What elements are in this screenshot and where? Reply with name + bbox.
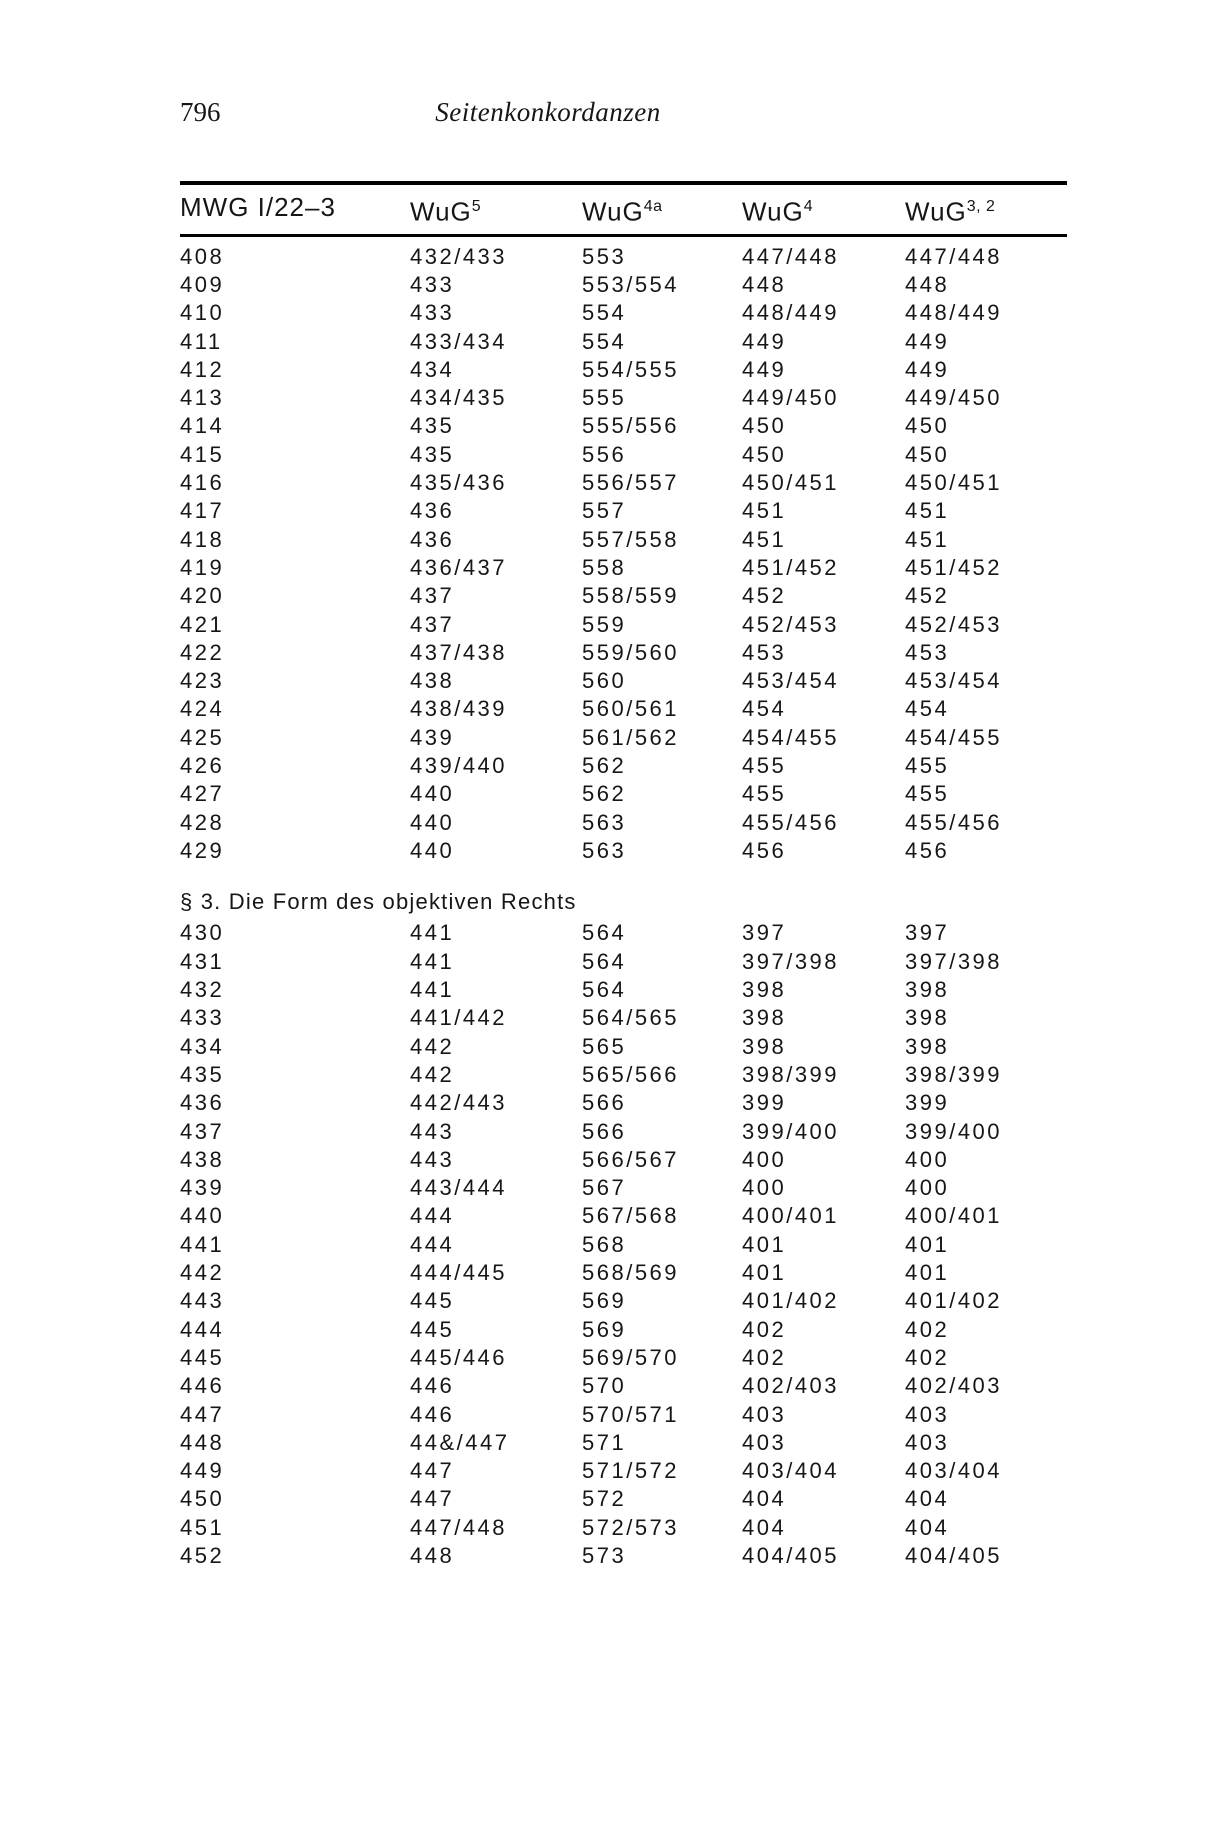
table-row bbox=[180, 1259, 1067, 1287]
table-cell: 559 bbox=[582, 611, 627, 637]
table-cell: 453/454 bbox=[905, 668, 1003, 694]
table-cell: 568 bbox=[582, 1231, 627, 1257]
table-cell: 424 bbox=[180, 696, 225, 722]
table-row bbox=[180, 497, 1067, 525]
table-cell: 423 bbox=[180, 668, 225, 694]
table-row bbox=[180, 412, 1067, 440]
table-cell: 437/438 bbox=[410, 639, 508, 665]
column-header-superscript: 5 bbox=[471, 198, 482, 215]
column-header-label: WuG bbox=[905, 196, 967, 227]
table-row bbox=[180, 1287, 1067, 1315]
running-title: Seitenkonkordanzen bbox=[435, 97, 661, 127]
table-row bbox=[180, 667, 1067, 695]
table-cell: 397/398 bbox=[742, 948, 840, 974]
table-cell: 562 bbox=[582, 781, 627, 807]
table-cell: 433 bbox=[180, 1005, 225, 1031]
table-cell: 450 bbox=[905, 441, 950, 467]
table-cell: 443/444 bbox=[410, 1175, 508, 1201]
table-cell: 455/456 bbox=[905, 809, 1003, 835]
table-cell: 444 bbox=[410, 1203, 455, 1229]
table-cell: 441 bbox=[410, 948, 455, 974]
table-cell: 443 bbox=[410, 1146, 455, 1172]
table-cell: 564/565 bbox=[582, 1005, 680, 1031]
table-cell: 440 bbox=[410, 781, 455, 807]
table-cell: 557 bbox=[582, 498, 627, 524]
table-cell: 399/400 bbox=[905, 1118, 1003, 1144]
table-row bbox=[180, 1231, 1067, 1259]
table-cell: 445 bbox=[410, 1316, 455, 1342]
table-cell: 553 bbox=[582, 243, 627, 269]
table-cell: 404/405 bbox=[742, 1543, 840, 1569]
table-cell: 438/439 bbox=[410, 696, 508, 722]
table-cell: 454 bbox=[742, 696, 787, 722]
table-cell: 447/448 bbox=[410, 1514, 508, 1540]
table-cell: 456 bbox=[905, 837, 950, 863]
table-cell: 452/453 bbox=[742, 611, 840, 637]
table-cell: 402 bbox=[742, 1316, 787, 1342]
table-cell: 415 bbox=[180, 441, 225, 467]
table-cell: 402 bbox=[905, 1344, 950, 1370]
table-header-row bbox=[180, 185, 1067, 234]
table-cell: 450/451 bbox=[742, 470, 840, 496]
table-cell: 401/402 bbox=[742, 1288, 840, 1314]
table-row bbox=[180, 1542, 1067, 1570]
table-row bbox=[180, 1033, 1067, 1061]
table-cell: 560 bbox=[582, 668, 627, 694]
table-cell: 437 bbox=[410, 583, 455, 609]
table-cell: 555 bbox=[582, 385, 627, 411]
table-cell: 437 bbox=[410, 611, 455, 637]
table-cell: 442/443 bbox=[410, 1090, 508, 1116]
table-cell: 453 bbox=[742, 639, 787, 665]
table-row bbox=[180, 976, 1067, 1004]
table-cell: 449 bbox=[905, 328, 950, 354]
table-cell: 450 bbox=[905, 413, 950, 439]
table-cell: 400/401 bbox=[905, 1203, 1003, 1229]
table-row bbox=[180, 919, 1067, 947]
table-cell: 399 bbox=[742, 1090, 787, 1116]
table-cell: 431 bbox=[180, 948, 225, 974]
table-cell: 455/456 bbox=[742, 809, 840, 835]
table-cell: 398 bbox=[742, 1005, 787, 1031]
table-cell: 404 bbox=[742, 1486, 787, 1512]
table-cell: 440 bbox=[180, 1203, 225, 1229]
table-cell: 434 bbox=[180, 1033, 225, 1059]
table-cell: 426 bbox=[180, 753, 225, 778]
table-cell: 413 bbox=[180, 385, 225, 411]
table-cell: 451 bbox=[905, 526, 950, 552]
table-cell: 452 bbox=[742, 583, 787, 609]
table-cell: 433 bbox=[410, 300, 455, 326]
table-cell: 408 bbox=[180, 243, 225, 269]
table-cell: 397 bbox=[905, 920, 950, 946]
table-row bbox=[180, 554, 1067, 582]
table-cell: 449/450 bbox=[742, 385, 840, 411]
table-cell: 560/561 bbox=[582, 696, 680, 722]
table-cell: 452/453 bbox=[905, 611, 1003, 637]
table-cell: 435 bbox=[410, 441, 455, 467]
page-number: 796 bbox=[180, 97, 221, 127]
table-cell: 453/454 bbox=[742, 668, 840, 694]
table-body bbox=[180, 237, 1067, 1571]
table-cell: 573 bbox=[582, 1543, 627, 1569]
table-cell: 447 bbox=[410, 1458, 455, 1484]
table-cell: 564 bbox=[582, 920, 627, 946]
table-cell: 564 bbox=[582, 948, 627, 974]
table-cell: 451 bbox=[180, 1514, 225, 1540]
table-cell: 419 bbox=[180, 554, 225, 580]
table-row bbox=[180, 441, 1067, 469]
table-cell: 403 bbox=[742, 1429, 787, 1455]
table-cell: 569 bbox=[582, 1288, 627, 1314]
running-head bbox=[180, 97, 1067, 133]
table-cell: 440 bbox=[410, 837, 455, 863]
table-cell: 397 bbox=[742, 920, 787, 946]
table-cell: 446 bbox=[180, 1373, 225, 1399]
table-cell: 435 bbox=[410, 413, 455, 439]
table-cell: 454/455 bbox=[905, 724, 1003, 750]
table-cell: 448 bbox=[410, 1543, 455, 1569]
table-cell: 450 bbox=[742, 441, 787, 467]
table-cell: 402/403 bbox=[905, 1373, 1003, 1399]
table-cell: 417 bbox=[180, 498, 225, 524]
table-cell: 448/449 bbox=[905, 300, 1003, 326]
table-cell: 432 bbox=[180, 977, 225, 1003]
table-cell: 452 bbox=[180, 1543, 225, 1569]
table-cell: 443 bbox=[180, 1288, 225, 1314]
table-cell: 403/404 bbox=[905, 1458, 1003, 1484]
table-cell: 441 bbox=[410, 977, 455, 1003]
table-cell: 411 bbox=[180, 328, 223, 354]
table-cell: 436 bbox=[180, 1090, 225, 1116]
table-row bbox=[180, 837, 1067, 865]
table-cell: 434 bbox=[410, 356, 455, 382]
table-cell: 410 bbox=[180, 300, 225, 326]
table-row bbox=[180, 1429, 1067, 1457]
table-cell: 566 bbox=[582, 1118, 627, 1144]
table-row bbox=[180, 582, 1067, 610]
table-row bbox=[180, 1146, 1067, 1174]
table-cell: 449 bbox=[742, 328, 787, 354]
table-cell: 401 bbox=[905, 1231, 950, 1257]
table-cell: 451 bbox=[905, 498, 950, 524]
table-cell: 435 bbox=[180, 1061, 225, 1087]
table-cell: 436 bbox=[410, 526, 455, 552]
table-row bbox=[180, 1344, 1067, 1372]
table-cell: 403 bbox=[905, 1401, 950, 1427]
table-cell: 455 bbox=[742, 753, 787, 778]
table-cell: 443 bbox=[410, 1118, 455, 1144]
table-cell: 418 bbox=[180, 526, 225, 552]
table-row bbox=[180, 1089, 1067, 1117]
table-cell: 561/562 bbox=[582, 724, 680, 750]
table-row bbox=[180, 1004, 1067, 1032]
table-cell: 450 bbox=[180, 1486, 225, 1512]
table-row bbox=[180, 469, 1067, 497]
table-cell: 436/437 bbox=[410, 554, 508, 580]
table-cell: 565 bbox=[582, 1033, 627, 1059]
table-cell: 568/569 bbox=[582, 1260, 680, 1286]
table-cell: 572/573 bbox=[582, 1514, 680, 1540]
table-cell: 447 bbox=[180, 1401, 225, 1427]
table-cell: 439/440 bbox=[410, 753, 508, 778]
table-cell: 442 bbox=[410, 1061, 455, 1087]
table-cell: 398 bbox=[905, 1033, 950, 1059]
table-cell: 432/433 bbox=[410, 243, 508, 269]
column-header-label: MWG I/22–3 bbox=[180, 192, 336, 222]
table-cell: 445 bbox=[410, 1288, 455, 1314]
table-cell: 554 bbox=[582, 328, 627, 354]
table-cell: 562 bbox=[582, 753, 627, 778]
table-row bbox=[180, 1401, 1067, 1429]
table-cell: 447 bbox=[410, 1486, 455, 1512]
column-header-superscript: 4 bbox=[803, 198, 814, 215]
column-header-label: WuG bbox=[582, 196, 644, 227]
table-row bbox=[180, 724, 1067, 752]
table-cell: 437 bbox=[180, 1118, 225, 1144]
table-cell: 401/402 bbox=[905, 1288, 1003, 1314]
table-cell: 572 bbox=[582, 1486, 627, 1512]
table-cell: 435/436 bbox=[410, 470, 508, 496]
table-cell: 563 bbox=[582, 809, 627, 835]
table-cell: 449/450 bbox=[905, 385, 1003, 411]
table-cell: 400/401 bbox=[742, 1203, 840, 1229]
table-row bbox=[180, 356, 1067, 384]
table-row bbox=[180, 809, 1067, 837]
table-cell: 433/434 bbox=[410, 328, 508, 354]
table-cell: 569/570 bbox=[582, 1344, 680, 1370]
table-cell: 422 bbox=[180, 639, 225, 665]
table-cell: 565/566 bbox=[582, 1061, 680, 1087]
table-cell: 401 bbox=[742, 1260, 787, 1286]
table-cell: 557/558 bbox=[582, 526, 680, 552]
table-cell: 451/452 bbox=[905, 554, 1003, 580]
table-cell: 401 bbox=[905, 1260, 950, 1286]
table-cell: 434/435 bbox=[410, 385, 508, 411]
table-cell: 404 bbox=[905, 1486, 950, 1512]
table-cell: 447/448 bbox=[905, 243, 1003, 269]
table-cell: 445 bbox=[180, 1344, 225, 1370]
table-cell: 436 bbox=[410, 498, 455, 524]
column-header-label: WuG bbox=[742, 196, 804, 227]
table-cell: 420 bbox=[180, 583, 225, 609]
table-cell: 398 bbox=[742, 1033, 787, 1059]
table-cell: 398 bbox=[905, 977, 950, 1003]
table-row bbox=[180, 243, 1067, 271]
table-row bbox=[180, 780, 1067, 808]
table-row bbox=[180, 1485, 1067, 1513]
table-cell: 400 bbox=[742, 1175, 787, 1201]
table-cell: 450/451 bbox=[905, 470, 1003, 496]
table-cell: 558 bbox=[582, 554, 627, 580]
table-cell: 398/399 bbox=[905, 1061, 1003, 1087]
table-cell: 445/446 bbox=[410, 1344, 508, 1370]
table-cell: 449 bbox=[905, 356, 950, 382]
table-cell: 400 bbox=[905, 1146, 950, 1172]
table-cell: 403/404 bbox=[742, 1458, 840, 1484]
table-cell: 450 bbox=[742, 413, 787, 439]
table-cell: 412 bbox=[180, 356, 225, 382]
table-row bbox=[180, 752, 1067, 780]
table-cell: 554 bbox=[582, 300, 627, 326]
table-cell: 416 bbox=[180, 470, 225, 496]
table-cell: 453 bbox=[905, 639, 950, 665]
table-cell: 440 bbox=[410, 809, 455, 835]
column-header-1 bbox=[410, 194, 582, 225]
table-cell: 402/403 bbox=[742, 1373, 840, 1399]
table-cell: 558/559 bbox=[582, 583, 680, 609]
table-cell: 564 bbox=[582, 977, 627, 1003]
table-cell: 566 bbox=[582, 1090, 627, 1116]
table-cell: 441 bbox=[410, 920, 455, 946]
table-row bbox=[180, 526, 1067, 554]
table-cell: 442 bbox=[410, 1033, 455, 1059]
table-row bbox=[180, 1372, 1067, 1400]
column-header-superscript: 4a bbox=[643, 198, 663, 215]
table-cell: 556/557 bbox=[582, 470, 680, 496]
table-cell: 425 bbox=[180, 724, 225, 750]
table-row bbox=[180, 1316, 1067, 1344]
table-cell: 563 bbox=[582, 837, 627, 863]
table-cell: 447/448 bbox=[742, 243, 840, 269]
table-cell: 44&/447 bbox=[410, 1429, 510, 1455]
table-cell: 399/400 bbox=[742, 1118, 840, 1144]
table-row bbox=[180, 384, 1067, 412]
table-cell: 556 bbox=[582, 441, 627, 467]
table-cell: 402 bbox=[905, 1316, 950, 1342]
table-cell: 400 bbox=[905, 1175, 950, 1201]
table-row bbox=[180, 695, 1067, 723]
table-cell: 430 bbox=[180, 920, 225, 946]
concordance-table bbox=[180, 181, 1067, 1570]
table-cell: 441/442 bbox=[410, 1005, 508, 1031]
table-cell: 449 bbox=[742, 356, 787, 382]
table-row bbox=[180, 299, 1067, 327]
table-row bbox=[180, 271, 1067, 299]
table-cell: 448 bbox=[180, 1429, 225, 1455]
table-cell: 442 bbox=[180, 1260, 225, 1286]
table-cell: 559/560 bbox=[582, 639, 680, 665]
column-header-label: WuG bbox=[410, 196, 472, 227]
table-cell: 446 bbox=[410, 1373, 455, 1399]
table-row bbox=[180, 639, 1067, 667]
table-cell: 455 bbox=[905, 781, 950, 807]
table-cell: 456 bbox=[742, 837, 787, 863]
column-header-3 bbox=[742, 194, 905, 225]
table-cell: 404/405 bbox=[905, 1543, 1003, 1569]
table-cell: 414 bbox=[180, 413, 225, 439]
table-cell: 439 bbox=[180, 1175, 225, 1201]
table-cell: 448/449 bbox=[742, 300, 840, 326]
column-header-0 bbox=[180, 194, 410, 225]
table-cell: 397/398 bbox=[905, 948, 1003, 974]
table-row bbox=[180, 1118, 1067, 1146]
column-header-2 bbox=[582, 194, 742, 225]
table-cell: 444 bbox=[180, 1316, 225, 1342]
table-cell: 571 bbox=[582, 1429, 627, 1455]
table-cell: 433 bbox=[410, 271, 455, 297]
table-cell: 455 bbox=[905, 753, 950, 778]
table-cell: 428 bbox=[180, 809, 225, 835]
table-cell: 404 bbox=[742, 1514, 787, 1540]
table-cell: 409 bbox=[180, 271, 225, 297]
table-cell: 444/445 bbox=[410, 1260, 508, 1286]
table-cell: 429 bbox=[180, 837, 225, 863]
table-cell: 448 bbox=[742, 271, 787, 297]
table-row bbox=[180, 1457, 1067, 1485]
table-row bbox=[180, 948, 1067, 976]
table-cell: 448 bbox=[905, 271, 950, 297]
column-header-superscript: 3, 2 bbox=[966, 198, 996, 215]
table-cell: 554/555 bbox=[582, 356, 680, 382]
table-row bbox=[180, 1202, 1067, 1230]
table-cell: 452 bbox=[905, 583, 950, 609]
table-row bbox=[180, 1174, 1067, 1202]
table-row bbox=[180, 1514, 1067, 1542]
table-cell: 446 bbox=[410, 1401, 455, 1427]
table-cell: 401 bbox=[742, 1231, 787, 1257]
column-header-4 bbox=[905, 194, 1067, 225]
table-cell: 399 bbox=[905, 1090, 950, 1116]
table-cell: 451 bbox=[742, 498, 787, 524]
table-cell: 444 bbox=[410, 1231, 455, 1257]
table-cell: 441 bbox=[180, 1231, 225, 1257]
table-cell: 403 bbox=[742, 1401, 787, 1427]
table-row bbox=[180, 328, 1067, 356]
table-cell: 570 bbox=[582, 1373, 627, 1399]
section-heading: § 3. Die Form des objektiven Rechts bbox=[180, 889, 577, 915]
table-cell: 567/568 bbox=[582, 1203, 680, 1229]
table-cell: 553/554 bbox=[582, 271, 680, 297]
table-cell: 555/556 bbox=[582, 413, 680, 439]
table-cell: 454/455 bbox=[742, 724, 840, 750]
table-cell: 449 bbox=[180, 1458, 225, 1484]
table-cell: 451 bbox=[742, 526, 787, 552]
table-cell: 398/399 bbox=[742, 1061, 840, 1087]
table-cell: 427 bbox=[180, 781, 225, 807]
table-cell: 439 bbox=[410, 724, 455, 750]
table-cell: 438 bbox=[410, 668, 455, 694]
table-cell: 569 bbox=[582, 1316, 627, 1342]
table-cell: 455 bbox=[742, 781, 787, 807]
table-cell: 566/567 bbox=[582, 1146, 680, 1172]
table-cell: 400 bbox=[742, 1146, 787, 1172]
table-row bbox=[180, 1061, 1067, 1089]
table-cell: 567 bbox=[582, 1175, 627, 1201]
table-row bbox=[180, 611, 1067, 639]
table-cell: 402 bbox=[742, 1344, 787, 1370]
table-cell: 404 bbox=[905, 1514, 950, 1540]
table-cell: 571/572 bbox=[582, 1458, 680, 1484]
table-cell: 398 bbox=[905, 1005, 950, 1031]
table-cell: 454 bbox=[905, 696, 950, 722]
table-cell: 438 bbox=[180, 1146, 225, 1172]
table-cell: 570/571 bbox=[582, 1401, 680, 1427]
table-cell: 451/452 bbox=[742, 554, 840, 580]
table-cell: 398 bbox=[742, 977, 787, 1003]
table-cell: 403 bbox=[905, 1429, 950, 1455]
table-cell: 421 bbox=[180, 611, 225, 637]
